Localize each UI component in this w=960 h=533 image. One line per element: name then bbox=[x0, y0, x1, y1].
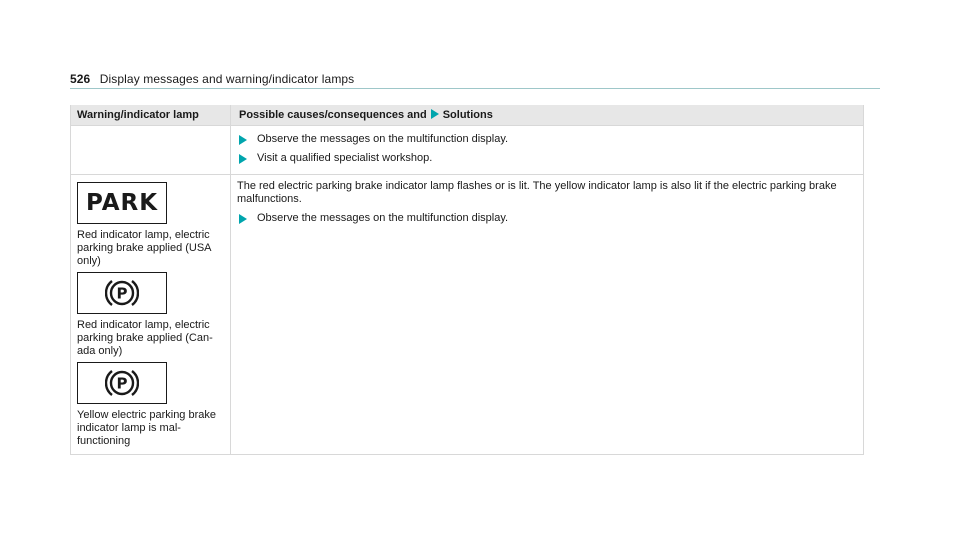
table-row bbox=[71, 126, 864, 175]
col1-header: Warning/indicator lamp bbox=[71, 105, 231, 126]
page-title: Display messages and warning/indicator lamps bbox=[99, 72, 355, 86]
lamp-description: Red indicator lamp, electric parking brake applied (Can-ada only) bbox=[77, 319, 213, 357]
row1-lamp-cell bbox=[71, 126, 231, 175]
header-rule bbox=[70, 88, 880, 89]
arrow-icon bbox=[239, 154, 247, 164]
page-number: 526 bbox=[70, 72, 91, 86]
lamp-description: Red indicator lamp, electric parking brake applied (USA only) bbox=[77, 229, 211, 267]
bullet-text: Observe the messages on the multifunction display. bbox=[257, 133, 509, 145]
list-item bbox=[237, 133, 857, 146]
row2-lamp-cell bbox=[71, 175, 231, 455]
table-row bbox=[71, 175, 864, 455]
row2-cause-cell bbox=[231, 175, 864, 455]
circle-p-icon-graphic bbox=[105, 276, 139, 310]
col2-header-suffix: Solutions bbox=[442, 108, 493, 121]
circle-p-icon bbox=[77, 362, 167, 404]
table-header-row bbox=[71, 105, 864, 126]
circle-p-icon-graphic bbox=[105, 366, 139, 400]
lamp-description: Yellow electric parking brake indicator lamp is mal-functioning bbox=[77, 409, 216, 447]
arrow-icon bbox=[239, 214, 247, 224]
bullet-text: Observe the messages on the multifunction display. bbox=[257, 212, 509, 224]
list-item bbox=[237, 152, 857, 165]
bullet-text: Visit a qualified specialist workshop. bbox=[257, 152, 433, 164]
col2-header-text: Possible causes/consequences and bbox=[239, 108, 427, 121]
park-icon-text: PARK bbox=[85, 189, 159, 216]
row1-solution-cell bbox=[231, 126, 864, 175]
park-icon bbox=[77, 182, 167, 224]
lamp-table bbox=[70, 105, 864, 455]
arrow-icon bbox=[239, 135, 247, 145]
cause-text: The red electric parking brake indicator lamp flashes or is lit. The yellow indicator lamp is also lit if the electric parking brake malfunctions. bbox=[237, 180, 837, 205]
circle-p-letter: P bbox=[116, 284, 128, 303]
arrow-icon bbox=[431, 109, 439, 119]
page-header bbox=[70, 72, 354, 86]
circle-p-letter: P bbox=[116, 374, 128, 393]
circle-p-icon bbox=[77, 272, 167, 314]
list-item bbox=[237, 212, 857, 225]
col2-header bbox=[231, 105, 864, 126]
